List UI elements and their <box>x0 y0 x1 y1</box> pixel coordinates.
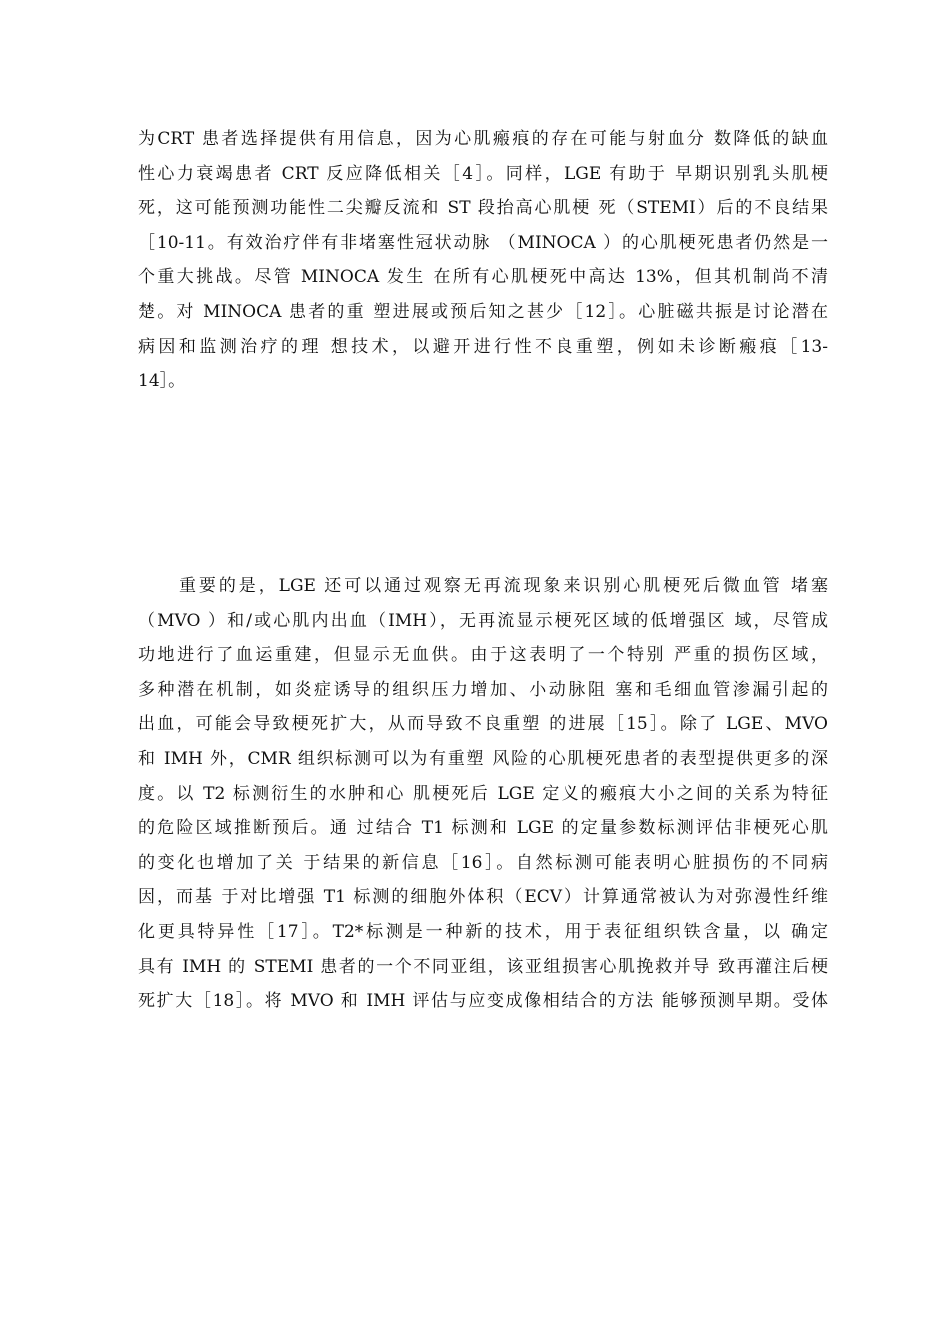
paragraph-2 <box>138 569 828 1019</box>
paragraph-line: 的危险区域推断预后。通 过结合 T1 标测和 LGE 的定量参数标测评估非梗死心肌 <box>138 818 828 839</box>
paragraph-line: 多种潜在机制，如炎症诱导的组织压力增加、小动脉阻 塞和毛细血管渗漏引起的 <box>138 679 828 700</box>
paragraph-line: 的变化也增加了关 于结果的新信息［16］。自然标测可能表明心脏损伤的不同病 <box>138 852 828 873</box>
paragraph-line: 楚。对 MINOCA 患者的重 塑进展或预后知之甚少［12］。心脏磁共振是讨论潜在 <box>138 301 828 322</box>
paragraph-line: 性心力衰竭患者 CRT 反应降低相关［4］。同样，LGE 有助于 早期识别乳头肌梗 <box>138 163 828 184</box>
paragraph-line: 个重大挑战。尽管 MINOCA 发生 在所有心肌梗死中高达 13%，但其机制尚不清 <box>138 267 828 288</box>
paragraph-line: 化更具特异性［17］。T2*标测是一种新的技术，用于表征组织铁含量，以 确定 <box>138 921 828 942</box>
paragraph-line: 14］。 <box>138 371 186 392</box>
paragraph-1 <box>138 122 828 399</box>
paragraph-line: 出血，可能会导致梗死扩大，从而导致不良重塑 的进展［15］。除了 LGE、MVO <box>138 714 828 735</box>
paragraph-line: 为CRT 患者选择提供有用信息，因为心肌瘢痕的存在可能与射血分 数降低的缺血 <box>138 129 828 149</box>
paragraph-line: 因，而基 于对比增强 T1 标测的细胞外体积（ECV）计算通常被认为对弥漫性纤维 <box>138 887 828 908</box>
paragraph-line: 病因和监测治疗的理 想技术，以避开进行性不良重塑，例如未诊断瘢痕［13- <box>138 336 828 357</box>
paragraph-line: ［10-11。有效治疗伴有非堵塞性冠状动脉 （MINOCA ）的心肌梗死患者仍然是一 <box>138 232 828 253</box>
paragraph-line: 死扩大［18］。将 MVO 和 IMH 评估与应变成像相结合的方法 能够预测早期。受体 <box>138 991 828 1012</box>
paragraph-line: （MVO ）和/或心肌内出血（IMH），无再流显示梗死区域的低增强区 域，尽管成 <box>138 610 828 631</box>
paragraph-line: 和 IMH 外，CMR 组织标测可以为有重塑 风险的心肌梗死患者的表型提供更多的深 <box>138 748 828 769</box>
paragraph-line: 重要的是，LGE 还可以通过观察无再流现象来识别心肌梗死后微血管 堵塞 <box>179 576 828 596</box>
paragraph-line: 度。以 T2 标测衍生的水肿和心 肌梗死后 LGE 定义的瘢痕大小之间的关系为特征 <box>138 783 828 804</box>
paragraph-line: 死，这可能预测功能性二尖瓣反流和 ST 段抬高心肌梗 死（STEMI）后的不良结果 <box>138 198 828 219</box>
paragraph-line: 功地进行了血运重建，但显示无血供。由于这表明了一个特别 严重的损伤区域， <box>138 645 828 666</box>
paragraph-line: 具有 IMH 的 STEMI 患者的一个不同亚组，该亚组损害心肌挽救并导 致再灌注后梗 <box>138 956 828 977</box>
